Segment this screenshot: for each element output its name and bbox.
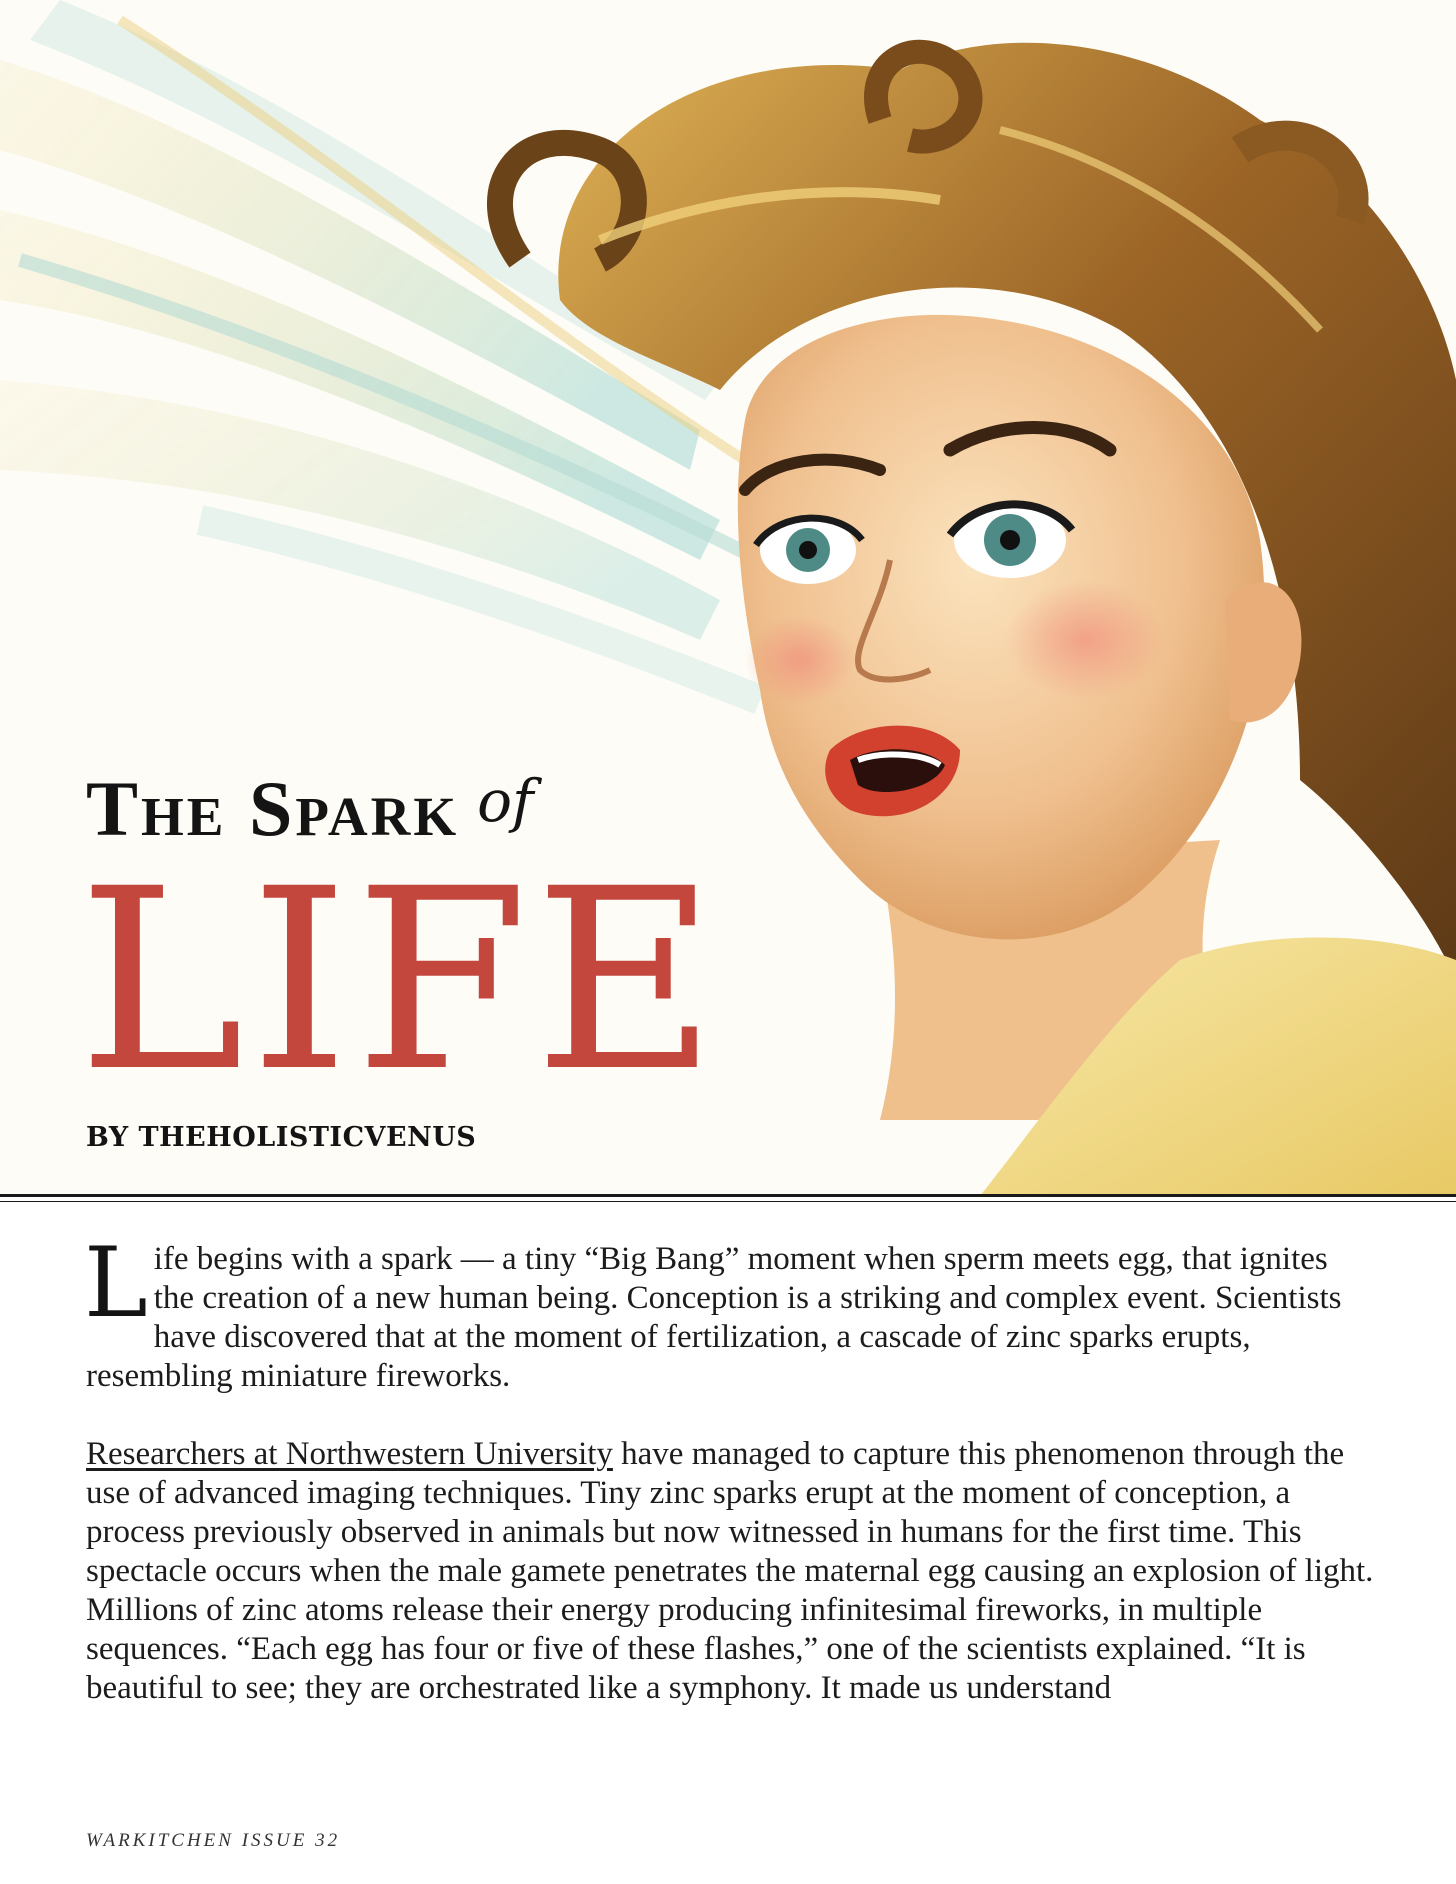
title-of: of	[477, 767, 534, 835]
ear	[1225, 582, 1301, 722]
paragraph-2	[86, 1435, 1376, 1708]
article-body	[84, 1227, 1376, 1747]
title-the-spark: The Spark	[86, 765, 460, 852]
paragraph-1	[84, 1227, 1376, 1396]
paragraph-1-text: ife begins with a spark — a tiny “Big Bang” moment when sperm meets egg, that ignites the creation of a new human being. Conception is a striking and complex event. Scientists have discovered that at the moment of fertilization, a cascade of zinc sparks erupts, resembling miniature fireworks.	[86, 1241, 1342, 1394]
northwestern-link[interactable]: Researchers at Northwestern University	[86, 1436, 613, 1472]
drop-cap: L	[84, 1227, 148, 1339]
divider-thick	[0, 1194, 1456, 1197]
title-life: LIFE	[78, 835, 723, 1126]
paragraph-2-text: have managed to capture this phenomenon through the use of advanced imaging techniques. Tiny zinc sparks erupt at the moment of conception, a process previously observed in animals but now witnessed in humans for the first time. This spectacle occurs when the male gamete penetrates the maternal egg causing an explosion of light. Millions of zinc atoms release their energy producing infinitesimal fireworks, in multiple sequences. “Each egg has four or five of these flashes,” one of the scientists explained. “It is beautiful to see; they are orchestrated like a symphony. It made us understand	[86, 1436, 1374, 1706]
byline: BY THEHOLISTICVENUS	[86, 1122, 477, 1153]
divider-thin	[0, 1201, 1456, 1202]
issue-footer: WARKITCHEN ISSUE 32	[86, 1830, 341, 1851]
